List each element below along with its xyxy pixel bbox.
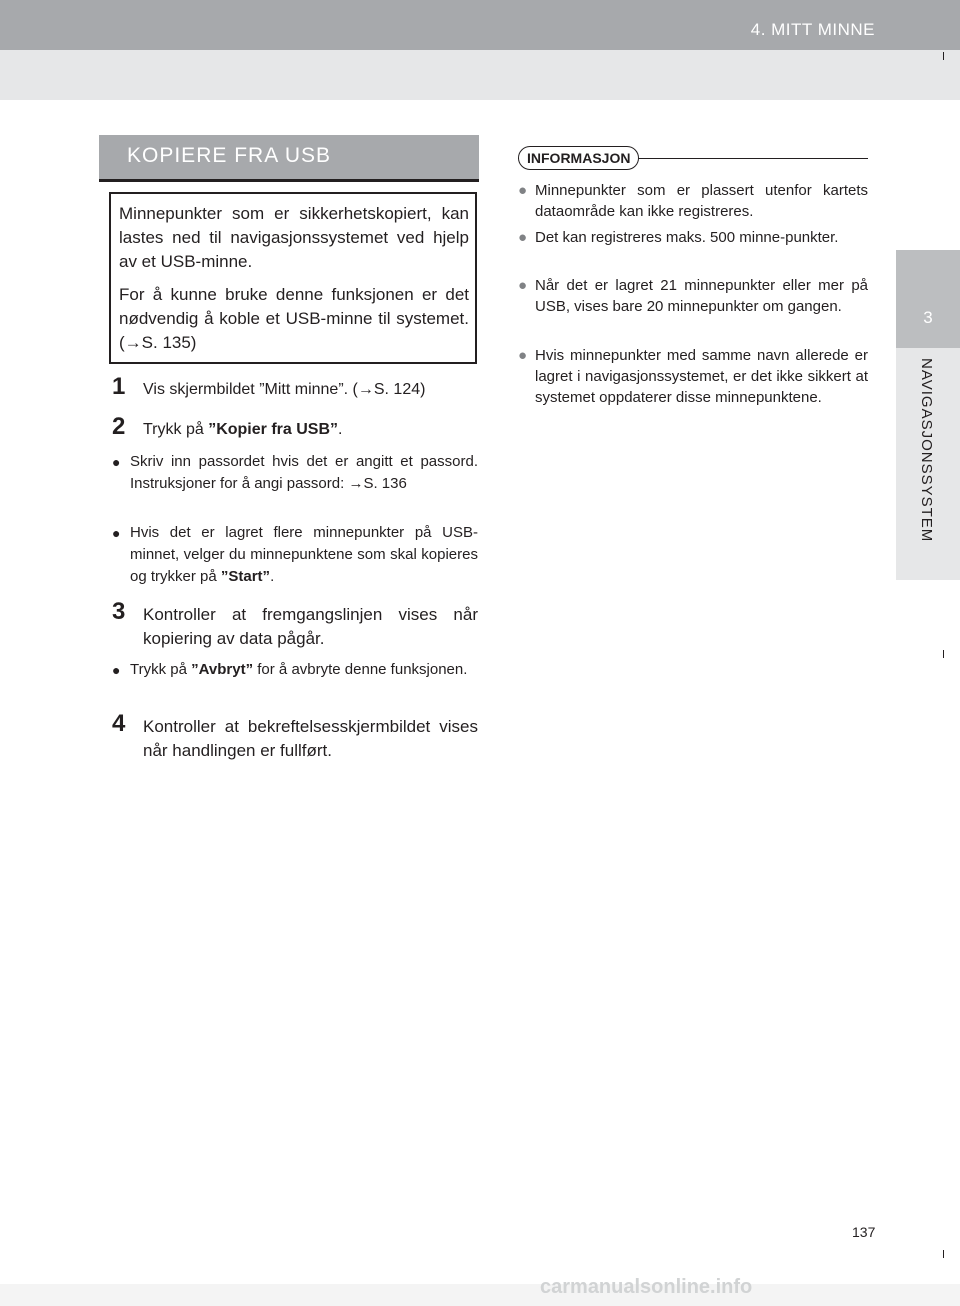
button-reference: ”Avbryt” bbox=[191, 661, 254, 678]
step-text: Kontroller at bekreftelsesskjermbildet vises når handlingen er fullført. bbox=[143, 717, 478, 760]
page-number: 137 bbox=[852, 1224, 876, 1240]
step-text: Kontroller at fremgangslinjen vises når kopiering av data pågår. bbox=[143, 605, 478, 648]
button-reference: ”Start” bbox=[220, 568, 271, 585]
info-text: Minnepunkter som er plassert utenfor kartets dataområde kan ikke registreres. bbox=[535, 182, 868, 220]
info-item bbox=[518, 275, 868, 317]
info-text: Hvis minnepunkter med samme navn allerede er lagret i navigasjonssystemet, er det ikke sikkert at systemet oppdaterer disse minnepunktene. bbox=[535, 347, 868, 406]
bullet-dot-icon: ● bbox=[112, 525, 121, 541]
header-bar bbox=[0, 0, 960, 50]
crop-mark bbox=[943, 1250, 944, 1258]
crop-mark bbox=[943, 52, 944, 60]
bullet-dot-icon: ● bbox=[112, 662, 121, 678]
step-number: 2 bbox=[112, 413, 126, 440]
intro-box bbox=[109, 192, 477, 364]
bullet-item bbox=[112, 659, 478, 681]
bullet-dot-icon: ● bbox=[518, 347, 528, 364]
section-title: KOPIERE FRA USB bbox=[127, 144, 332, 167]
step-1 bbox=[112, 373, 478, 402]
step-2 bbox=[112, 413, 478, 442]
bullet-dot-icon: ● bbox=[518, 229, 528, 246]
chapter-tab-label-area bbox=[896, 348, 960, 580]
step-number: 1 bbox=[112, 373, 126, 400]
chapter-tab bbox=[896, 250, 960, 348]
info-label: INFORMASJON bbox=[518, 146, 639, 170]
watermark: carmanualsonline.info bbox=[540, 1276, 753, 1298]
info-text: Når det er lagret 21 minnepunkter eller mer på USB, vises bare 20 minnepunkter om gangen. bbox=[535, 277, 868, 315]
info-item bbox=[518, 227, 868, 248]
step-3 bbox=[112, 598, 478, 651]
chapter-tab-number: 3 bbox=[923, 308, 933, 327]
bullet-text: Trykk på ”Avbryt” for å avbryte denne funksjonen. bbox=[130, 661, 468, 678]
button-reference: ”Kopier fra USB” bbox=[208, 421, 338, 438]
bullet-dot-icon: ● bbox=[518, 182, 528, 199]
bullet-item bbox=[112, 451, 478, 495]
step-4 bbox=[112, 710, 478, 763]
section-heading bbox=[99, 135, 479, 182]
info-item bbox=[518, 180, 868, 222]
bullet-item bbox=[112, 522, 478, 588]
step-number: 3 bbox=[112, 598, 126, 625]
step-number: 4 bbox=[112, 710, 126, 737]
step-text: Trykk på ”Kopier fra USB”. bbox=[143, 421, 343, 438]
info-text: Det kan registreres maks. 500 minne-punkter. bbox=[535, 229, 839, 246]
bullet-dot-icon: ● bbox=[518, 277, 528, 294]
chapter-title: 4. MITT MINNE bbox=[750, 20, 875, 39]
footer-strip bbox=[0, 1284, 960, 1306]
info-item bbox=[518, 345, 868, 408]
chapter-tab-label: NAVIGASJONSSYSTEM bbox=[918, 358, 935, 543]
bullet-text: Skriv inn passordet hvis det er angitt et passord. Instruksjoner for å angi passord: →S. 136 bbox=[130, 453, 478, 492]
bullet-text: Hvis det er lagret flere minnepunkter på USB-minnet, velger du minnepunktene som skal kopieres og trykker på ”Start”. bbox=[130, 524, 478, 585]
header-band bbox=[0, 50, 960, 100]
intro-paragraph: Minnepunkter som er sikkerhetskopiert, kan lastes ned til navigasjonssystemet ved hjelp av et USB-minne. bbox=[119, 204, 469, 271]
bullet-dot-icon: ● bbox=[112, 454, 121, 470]
intro-paragraph: For å kunne bruke denne funksjonen er det nødvendig å koble et USB-minne til systemet. (→S. 135) bbox=[119, 285, 469, 352]
step-text: Vis skjermbildet ”Mitt minne”. (→S. 124) bbox=[143, 381, 426, 398]
crop-mark bbox=[943, 650, 944, 658]
